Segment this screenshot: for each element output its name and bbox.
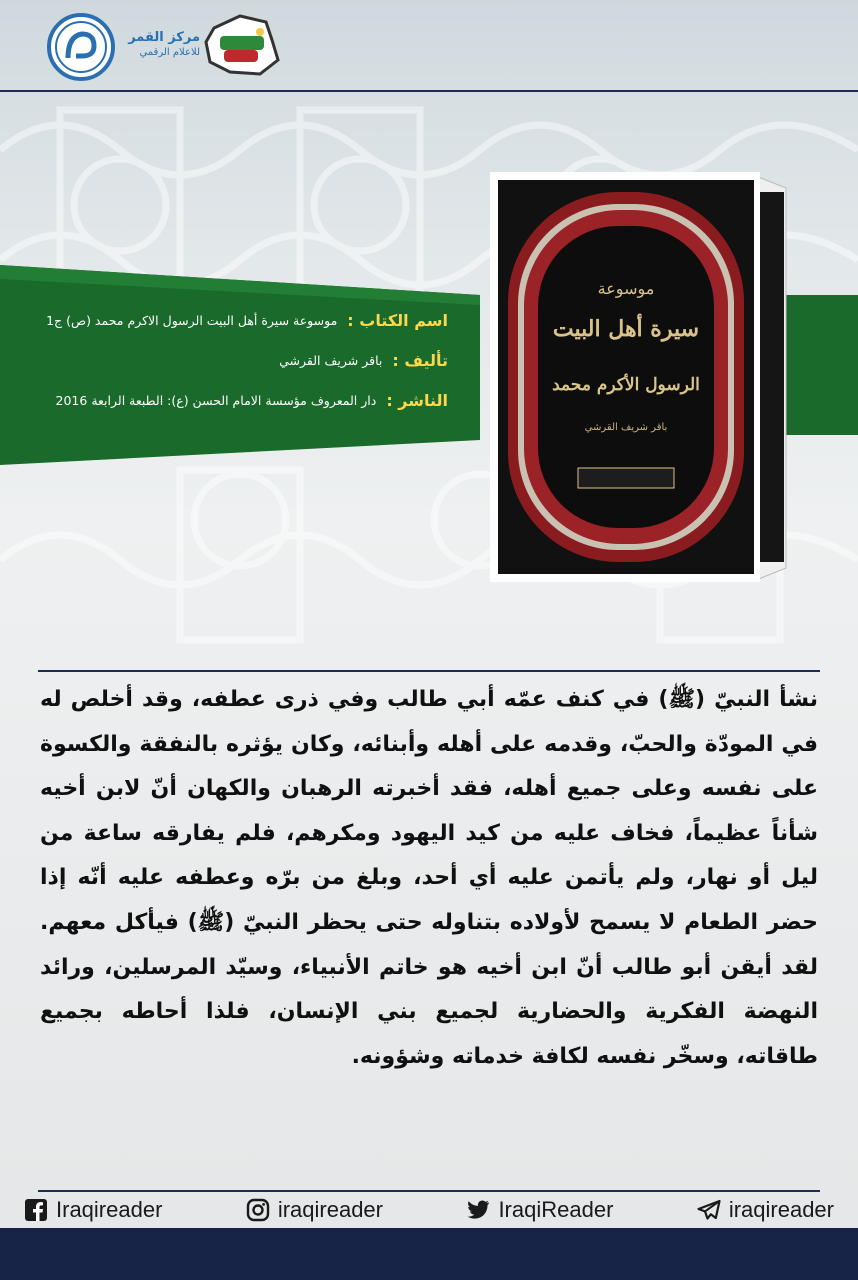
brand-block — [120, 30, 200, 60]
book-meta — [28, 300, 448, 420]
author-label: تأليف : — [392, 350, 448, 370]
instagram-icon — [246, 1198, 270, 1222]
meta-title-row — [28, 300, 448, 340]
article-text: نشأ النبيّ (ﷺ) في كنف عمّه أبي طالب وفي ذرى عطفه، وقد أخلص له في المودّة والحبّ، وقدمه على أهله وأبنائه، وكان يؤثره بالنفقة والكسوة على نفسه وعلى جميع أهله، فقد أخبرته الرهبان والكهان أنّ لابن أخيه شأناً عظيماً، فخاف عليه من كيد اليهود ومكرهم، فلم يفارقه ساعة من ليل أو نهار، ولم يأتمن عليه أي أحد، وبلغ من برّه وعطفه عليه أنّه إذا حضر الطعام لا يسمح لأولاده بتناوله حتى يحظر النبيّ (ﷺ) فيأكل معهم. لقد أيقن أبو طالب أنّ ابن أخيه هو خاتم الأنبياء، وسيّد المرسلين، ورائد النهضة الفكرية والحضارية لجميع بني الإنسان، فلذا أحاطه بجميع طاقاته، وسخّر نفسه لكافة خدماته وشؤونه. — [40, 687, 818, 1069]
telegram-handle: iraqireader — [728, 1197, 834, 1222]
publisher-value: دار المعروف مؤسسة الامام الحسن (ع): الطبعة الرابعة 2016 — [55, 392, 377, 408]
facebook-link[interactable] — [24, 1197, 162, 1223]
facebook-handle: Iraqireader — [56, 1197, 163, 1222]
text-top-divider — [38, 670, 820, 672]
social-footer — [0, 1192, 858, 1228]
title-value: موسوعة سيرة أهل البيت الرسول الاكرم محمد (ص) ج1 — [46, 312, 338, 328]
facebook-icon — [24, 1198, 48, 1222]
book-cover — [488, 168, 788, 586]
bottom-bar — [0, 1228, 858, 1280]
brand-name: مركز القمر — [128, 30, 200, 45]
cover-line3: الرسول الأكرم محمد — [552, 375, 700, 395]
twitter-link[interactable] — [466, 1197, 613, 1223]
iraqi-reader-logo — [200, 10, 284, 80]
brand-tagline: للاعلام الرقمي — [139, 47, 200, 58]
instagram-handle: iraqireader — [277, 1197, 383, 1222]
cover-line1: موسوعة — [597, 279, 655, 298]
publisher-label: الناشر : — [386, 390, 448, 410]
qamar-center-logo — [46, 12, 116, 82]
telegram-icon — [697, 1199, 721, 1221]
author-value: باقر شريف القرشي — [279, 352, 383, 368]
cover-line2: سيرة أهل البيت — [552, 316, 700, 342]
cover-author: باقر شريف القرشي — [584, 422, 668, 433]
twitter-icon — [466, 1199, 490, 1221]
meta-author-row — [28, 340, 448, 380]
instagram-link[interactable] — [246, 1197, 383, 1223]
twitter-handle: IraqiReader — [498, 1197, 614, 1222]
meta-publisher-row — [28, 380, 448, 420]
title-label: اسم الكتاب : — [347, 310, 448, 330]
telegram-link[interactable] — [697, 1197, 834, 1223]
header-divider — [0, 90, 858, 92]
